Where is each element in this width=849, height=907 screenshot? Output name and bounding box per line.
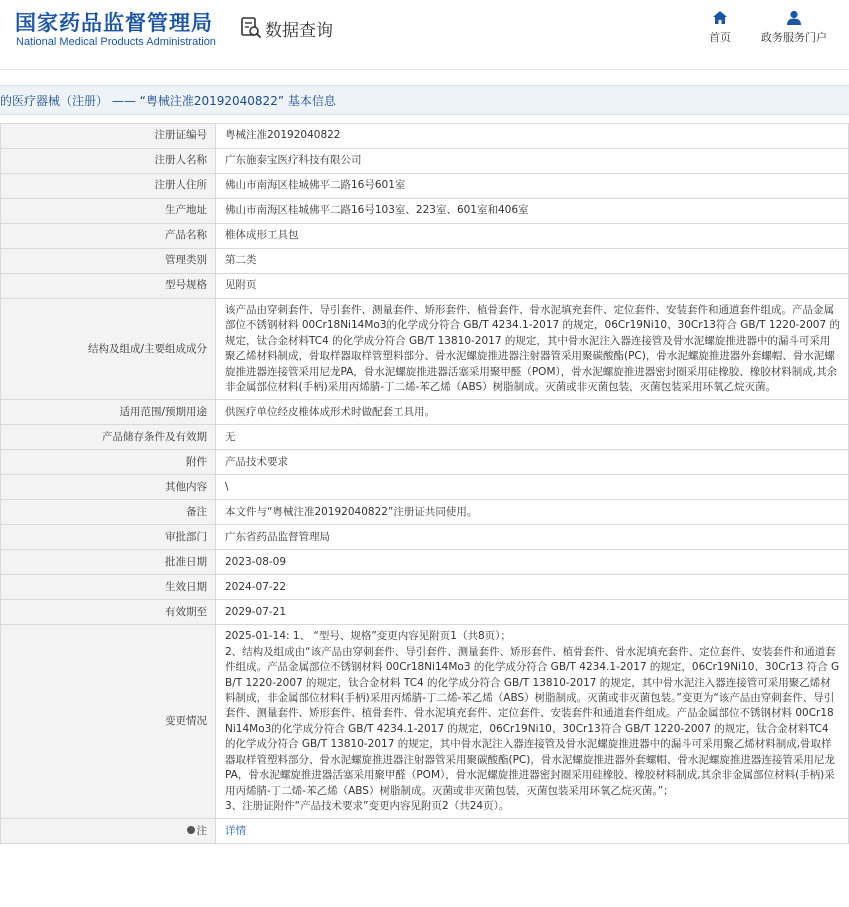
table-row [1, 174, 849, 199]
table-row [1, 124, 849, 149]
note-bullet-icon [187, 826, 195, 834]
table-row [1, 400, 849, 425]
table-row [1, 625, 849, 819]
table-row [1, 249, 849, 274]
table-row [1, 199, 849, 224]
change-line: 2025-01-14: 1、 “型号、规格”变更内容见附页1（共8页）； [225, 630, 511, 643]
row-label: 有效期至 [1, 600, 216, 625]
row-label: 产品名称 [1, 224, 216, 249]
table-row [1, 274, 849, 299]
row-value: 产品技术要求 [216, 450, 849, 475]
change-history [216, 625, 849, 819]
row-value: 2029-07-21 [216, 600, 849, 625]
logo-subtitle: National Medical Products Administration [16, 36, 216, 48]
row-label: 审批部门 [1, 525, 216, 550]
row-label: 注册证编号 [1, 124, 216, 149]
row-value: 佛山市南海区桂城佛平二路16号103室、223室、601室和406室 [216, 199, 849, 224]
row-value: 粤械注准20192040822 [216, 124, 849, 149]
row-label: 备注 [1, 500, 216, 525]
change-line: 2、结构及组成由“该产品由穿刺套件、导引套件、测量套件、矫形套件、植骨套件、骨水泥填充套件、定位套件、安装套件和通道套件组成。产品金属部位不锈钢材料 00Cr18Ni14Mo3 的化学成分符合 GB/T 4234.1-2017 的规定，06Cr19Ni10、30Cr13 符合 GB/T 1220-2007 的规定，钛合金材料 TC4 的化学成分符合 GB/T 13810-2017 的规定，其中骨水泥注入器连接管可采用聚乙烯材料制成，非金属部位材料(手柄)采用丙烯腈-丁二烯-苯乙烯（ABS）树脂制成。灭菌或非灭菌包装。”变更为“该产品由穿刺套件、导引套件、测量套件、矫形套件、植骨套件、骨水泥填充套件、定位套件、安装套件和通道套件组成。产品金属部位不锈钢材料 00Cr18Ni14Mo3的化学成分符合 GB/T 4234.1-2017 的规定，06Cr19Ni10、30Cr13符合 GB/T 1220-2007 的规定，钛合金材料TC4 的化学成分符合 GB/T 13810-2017 的规定，其中骨水泥注入器连接管及骨水泥螺旋推进器中的漏斗可采用聚乙烯材料制成,骨取样器取样管塑料部分、骨水泥螺旋推进器注射器管采用聚碳酸酯(PC)，骨水泥螺旋推进器外套螺帽、骨水泥螺旋推进器连接管采用尼龙PA，骨水泥螺旋推进器活塞采用聚甲醛（POM），骨水泥螺旋推进器密封圈采用硅橡胶、橡胶材料制成,其余非金属部位材料(手柄)采用丙烯腈-丁二烯-苯乙烯（ABS）树脂制成。灭菌或非灭菌包装，灭菌包装采用环氧乙烷灭菌。”； [225, 645, 840, 797]
nav-home-button[interactable] [704, 10, 736, 45]
row-value: \ [216, 475, 849, 500]
table-row [1, 425, 849, 450]
row-label: 附件 [1, 450, 216, 475]
table-row [1, 525, 849, 550]
home-icon [712, 10, 728, 25]
table-row [1, 500, 849, 525]
row-value [216, 819, 849, 844]
row-value: 本文件与“粤械注准20192040822”注册证共同使用。 [216, 500, 849, 525]
row-label: 其他内容 [1, 475, 216, 500]
detail-table [0, 123, 849, 844]
row-value: 第二类 [216, 249, 849, 274]
document-search-icon [240, 16, 262, 40]
nav-portal-button[interactable] [760, 10, 828, 45]
note-label [1, 819, 216, 844]
row-label: 生效日期 [1, 575, 216, 600]
logo-title[interactable]: 国家药品监督管理局 [15, 11, 213, 35]
site-header [0, 0, 849, 70]
row-value: 2023-08-09 [216, 550, 849, 575]
row-label: 批准日期 [1, 550, 216, 575]
table-row [1, 550, 849, 575]
row-value: 广东省药品监督管理局 [216, 525, 849, 550]
row-value: 见附页 [216, 274, 849, 299]
detail-table-body [1, 124, 849, 844]
table-row [1, 224, 849, 249]
details-link[interactable]: 详情 [225, 824, 246, 837]
row-value: 无 [216, 425, 849, 450]
note-label-text: 注 [196, 824, 207, 837]
row-value: 供医疗单位经皮椎体成形术时做配套工具用。 [216, 400, 849, 425]
row-label: 生产地址 [1, 199, 216, 224]
row-value: 2024-07-22 [216, 575, 849, 600]
row-label: 结构及组成/主要组成成分 [1, 299, 216, 400]
record-title-bar [0, 85, 849, 115]
user-icon [786, 10, 802, 25]
row-label: 适用范围/预期用途 [1, 400, 216, 425]
row-label: 注册人名称 [1, 149, 216, 174]
change-line: 3、注册证附件“产品技术要求”变更内容见附页2（共24页）。 [225, 799, 510, 812]
data-query-label: 数据查询 [265, 20, 333, 41]
data-query-heading[interactable] [240, 15, 333, 41]
table-row [1, 575, 849, 600]
table-row [1, 299, 849, 400]
nav-home-label: 首页 [709, 31, 731, 44]
nav-portal-label: 政务服务门户 [761, 31, 827, 44]
row-value: 椎体成形工具包 [216, 224, 849, 249]
row-label: 注册人住所 [1, 174, 216, 199]
row-label: 管理类别 [1, 249, 216, 274]
table-row [1, 600, 849, 625]
row-value: 该产品由穿刺套件、导引套件、测量套件、矫形套件、植骨套件、骨水泥填充套件、定位套件、安装套件和通道套件组成。产品金属部位不锈钢材料 00Cr18Ni14Mo3的化学成分符合 GB/T 4234.1-2017 的规定，06Cr19Ni10、30Cr13符合 GB/T 1220-2007 的规定，钛合金材料TC4 的化学成分符合 GB/T 13810-2017 的规定，其中骨水泥注入器连接管及骨水泥螺旋推进器中的漏斗可采用聚乙烯材料制成，骨取样器取样管塑料部分、骨水泥螺旋推进器注射器管采用聚碳酸酯(PC)，骨水泥螺旋推进器外套螺帽、骨水泥螺旋推进器连接管采用尼龙PA，骨水泥螺旋推进器活塞采用聚甲醛（POM），骨水泥螺旋推进器密封圈采用硅橡胶、橡胶材料制成,其余非金属部位材料(手柄)采用丙烯腈-丁二烯-苯乙烯（ABS）树脂制成。灭菌或非灭菌包装，灭菌包装采用环氧乙烷灭菌。 [216, 299, 849, 400]
table-row [1, 450, 849, 475]
record-title: 的医疗器械（注册） —— “粤械注准20192040822” 基本信息 [0, 94, 336, 108]
table-row [1, 475, 849, 500]
row-label: 变更情况 [1, 625, 216, 819]
row-label: 型号规格 [1, 274, 216, 299]
table-row [1, 819, 849, 844]
row-label: 产品储存条件及有效期 [1, 425, 216, 450]
table-row [1, 149, 849, 174]
row-value: 佛山市南海区桂城佛平二路16号601室 [216, 174, 849, 199]
row-value: 广东施泰宝医疗科技有限公司 [216, 149, 849, 174]
